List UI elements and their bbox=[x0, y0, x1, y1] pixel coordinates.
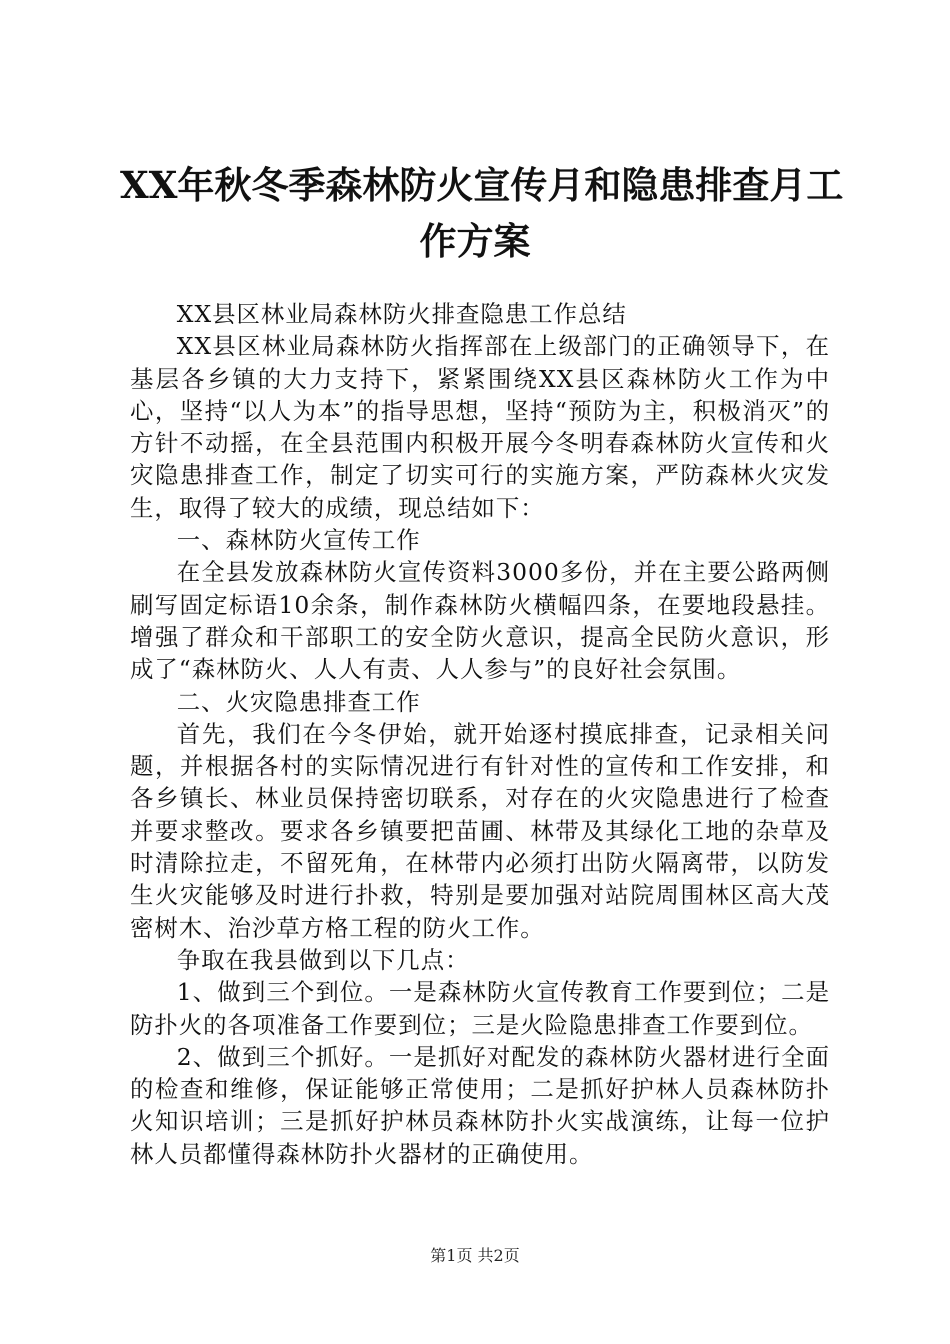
page-number-footer: 第1页 共2页 bbox=[430, 1246, 520, 1265]
document-title-line-1: XX年秋冬季森林防火宣传月和隐患排查月工 bbox=[120, 163, 844, 207]
document-title-line-2: 作方案 bbox=[419, 219, 531, 263]
paragraph-goals-intro: 争取在我县做到以下几点： bbox=[176, 945, 470, 974]
paragraph-intro: XX县区林业局森林防火指挥部在上级部门的正确领导下，在基层各乡镇的大力支持下，紧紧围绕XX县区森林防火工作为中心，坚持“以人为本”的指导思想，坚持“预防为主，积极消灭”的方针不动摇，在全县范围内积极开展今冬明春森林防火宣传和火灾隐患排查工作，制定了切实可行的实施方案，严防森林火灾发生，取得了较大的成绩，现总结如下： bbox=[130, 332, 830, 522]
paragraph-goal-1: 1、做到三个到位。一是森林防火宣传教育工作要到位；二是防扑火的各项准备工作要到位；三是火险隐患排查工作要到位。 bbox=[130, 978, 830, 1039]
paragraph-summary-heading: XX县区林业局森林防火排查隐患工作总结 bbox=[176, 300, 627, 328]
paragraph-hazard-check: 首先，我们在今冬伊始，就开始逐村摸底排查，记录相关问题，并根据各村的实际情况进行有针对性的宣传和工作安排，和各乡镇长、林业员保持密切联系，对存在的火灾隐患进行了检查并要求整改。要求各乡镇要把苗圃、林带及其绿化工地的杂草及时清除拉走，不留死角，在林带内必须打出防火隔离带，以防发生火灾能够及时进行扑救，特别是要加强对站院周围林区高大茂密树木、治沙草方格工程的防火工作。 bbox=[130, 719, 830, 942]
section-heading-publicity: 一、森林防火宣传工作 bbox=[176, 526, 421, 555]
document-body bbox=[130, 298, 830, 1170]
paragraph-goal-2: 2、做到三个抓好。一是抓好对配发的森林防火器材进行全面的检查和维修，保证能够正常使用；二是抓好护林人员森林防扑火知识培训；三是抓好护林员森林防扑火实战演练，让每一位护林人员都懂得森林防扑火器材的正确使用。 bbox=[130, 1042, 830, 1168]
paragraph-publicity: 在全县发放森林防火宣传资料3000多份，并在主要公路两侧刷写固定标语10余条，制作森林防火横幅四条，在要地段悬挂。增强了群众和干部职工的安全防火意识，提高全民防火意识，形成了“森林防火、人人有责、人人参与”的良好社会氛围。 bbox=[130, 558, 830, 684]
section-heading-hazard-check: 二、火灾隐患排查工作 bbox=[176, 687, 421, 716]
